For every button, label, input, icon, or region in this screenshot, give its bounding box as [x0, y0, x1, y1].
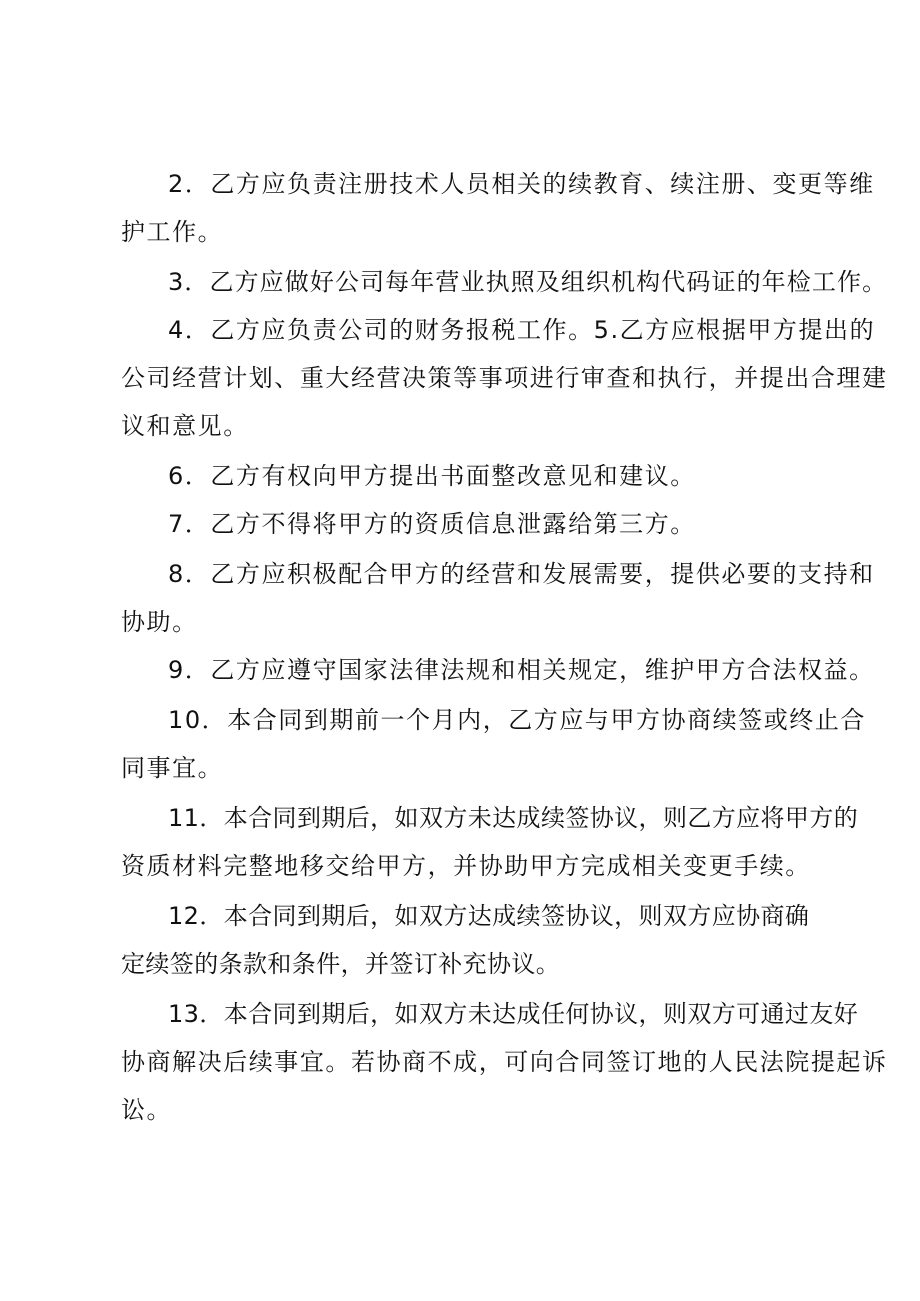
paragraph-13-line-3: 讼。: [121, 1096, 173, 1124]
paragraph-7-line-1: 7．乙方不得将甲方的资质信息泄露给第三方。: [168, 510, 696, 538]
paragraph-10-line-2: 同事宜。: [121, 754, 224, 782]
paragraph-6-line-1: 6．乙方有权向甲方提出书面整改意见和建议。: [168, 462, 696, 490]
paragraph-2-line-1: 2．乙方应负责注册技术人员相关的续教育、续注册、变更等维: [168, 170, 875, 198]
paragraph-4-line-1: 4．乙方应负责公司的财务报税工作。5.乙方应根据甲方提出的: [168, 316, 876, 344]
paragraph-4-line-2: 公司经营计划、重大经营决策等事项进行审查和执行，并提出合理建: [121, 364, 888, 392]
paragraph-4-line-3: 议和意见。: [121, 412, 249, 440]
paragraph-13-line-2: 协商解决后续事宜。若协商不成，可向合同签订地的人民法院提起诉: [121, 1048, 888, 1076]
paragraph-2-line-2: 护工作。: [121, 218, 224, 246]
paragraph-12-line-1: 12．本合同到期后，如双方达成续签协议，则双方应协商确: [168, 902, 810, 930]
paragraph-11-line-2: 资质材料完整地移交给甲方，并协助甲方完成相关变更手续。: [121, 852, 811, 880]
paragraph-10-line-1: 10．本合同到期前一个月内，乙方应与甲方协商续签或终止合: [168, 706, 866, 734]
paragraph-12-line-2: 定续签的条款和条件，并签订补充协议。: [121, 950, 561, 978]
paragraph-8-line-2: 协助。: [121, 608, 198, 636]
paragraph-11-line-1: 11．本合同到期后，如双方未达成续签协议，则乙方应将甲方的: [168, 804, 859, 832]
paragraph-13-line-1: 13．本合同到期后，如双方未达成任何协议，则双方可通过友好: [168, 1000, 859, 1028]
paragraph-9-line-1: 9．乙方应遵守国家法律法规和相关规定，维护甲方合法权益。: [168, 656, 875, 684]
paragraph-8-line-1: 8．乙方应积极配合甲方的经营和发展需要，提供必要的支持和: [168, 560, 875, 588]
paragraph-3-line-1: 3．乙方应做好公司每年营业执照及组织机构代码证的年检工作。: [168, 268, 888, 296]
